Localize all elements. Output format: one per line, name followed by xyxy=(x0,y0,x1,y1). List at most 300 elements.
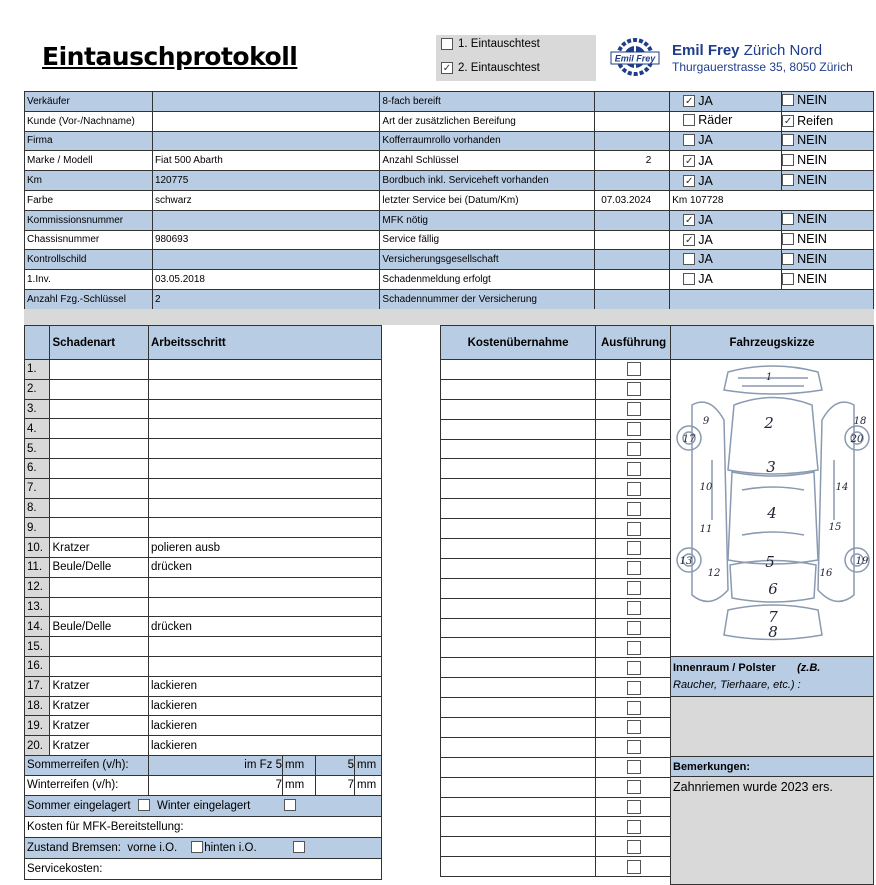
option-2-checkbox[interactable] xyxy=(782,94,794,106)
info-label: Km xyxy=(25,171,153,191)
work-step[interactable] xyxy=(148,656,381,676)
cost-row xyxy=(441,439,672,459)
cost-row xyxy=(441,399,672,419)
option-1-checkbox[interactable] xyxy=(683,273,695,285)
test-2[interactable] xyxy=(441,62,540,74)
sketch-zone-number: 17 xyxy=(682,434,696,445)
work-step[interactable] xyxy=(148,498,381,518)
option-1-label: JA xyxy=(698,94,713,109)
damage-row xyxy=(25,478,382,498)
option-1[interactable] xyxy=(683,213,713,227)
damage-type[interactable]: Kratzer xyxy=(50,716,149,736)
work-step[interactable]: lackieren xyxy=(148,676,381,696)
option-1-checkbox[interactable]: ✓ xyxy=(685,96,694,108)
sketch-zone-number: 15 xyxy=(828,522,842,533)
check-value[interactable] xyxy=(595,250,670,270)
damage-row xyxy=(25,458,382,478)
service-costs-label: Servicekosten: xyxy=(25,858,382,879)
option-2-checkbox[interactable] xyxy=(782,174,794,186)
remarks-text[interactable]: Zahnriemen wurde 2023 ers. xyxy=(671,777,874,885)
cost-row xyxy=(441,678,672,698)
cost-table xyxy=(440,325,672,877)
execution-checkbox[interactable] xyxy=(627,422,641,436)
info-value[interactable]: 03.05.2018 xyxy=(152,270,379,290)
option-1-checkbox[interactable]: ✓ xyxy=(685,234,694,246)
option-2-checkbox[interactable] xyxy=(782,233,794,245)
brakes-label: Zustand Bremsen: xyxy=(27,842,121,855)
row-number: 6. xyxy=(25,458,50,478)
brakes-rear-label: hinten i.O. xyxy=(204,842,257,855)
option-2-label: NEIN xyxy=(797,132,827,147)
row-number: 13. xyxy=(25,597,50,617)
cost-cell[interactable] xyxy=(441,499,596,519)
option-1[interactable] xyxy=(683,133,713,147)
damage-type[interactable]: Kratzer xyxy=(50,676,149,696)
work-step[interactable] xyxy=(148,419,381,439)
cost-cell[interactable] xyxy=(441,598,596,618)
sketch-zone-number: 20 xyxy=(850,434,864,445)
execution-checkbox[interactable] xyxy=(627,462,641,476)
work-step[interactable] xyxy=(148,577,381,597)
winter-front[interactable]: 7 xyxy=(275,779,282,792)
execution-checkbox[interactable] xyxy=(627,541,641,555)
execution-checkbox[interactable] xyxy=(627,681,641,695)
cost-cell[interactable] xyxy=(441,638,596,658)
row-number: 18. xyxy=(25,696,50,716)
damage-type[interactable] xyxy=(50,458,149,478)
test-1-checkbox[interactable] xyxy=(441,38,453,50)
damage-row xyxy=(25,498,382,518)
info-row xyxy=(25,111,874,131)
cost-row xyxy=(441,638,672,658)
check-label: Schadennummer der Versicherung xyxy=(380,289,595,309)
row-number: 20. xyxy=(25,736,50,756)
cost-cell[interactable] xyxy=(441,539,596,559)
info-label: Kontrollschild xyxy=(25,250,153,270)
execution-checkbox[interactable] xyxy=(627,482,641,496)
cost-row xyxy=(441,519,672,539)
info-row xyxy=(25,230,874,250)
info-value[interactable]: 2 xyxy=(152,289,379,309)
vehicle-sketch xyxy=(672,360,874,656)
damage-type[interactable] xyxy=(50,399,149,419)
option-1-label: JA xyxy=(698,232,713,247)
cost-row xyxy=(441,360,672,380)
summer-tires-label: Sommerreifen (v/h): xyxy=(25,755,149,775)
cost-cell[interactable] xyxy=(441,817,596,837)
sketch-zone-number: 16 xyxy=(819,568,833,579)
check-label: Kofferraumrollo vorhanden xyxy=(380,131,595,151)
execution-checkbox[interactable] xyxy=(627,522,641,536)
winter-tires-label: Winterreifen (v/h): xyxy=(25,775,149,795)
unit: mm xyxy=(282,756,315,775)
info-value[interactable] xyxy=(152,131,379,151)
option-1-label: JA xyxy=(698,251,713,266)
option-1[interactable] xyxy=(683,113,732,127)
option-2[interactable] xyxy=(782,173,827,187)
execution-checkbox[interactable] xyxy=(627,601,641,615)
cost-row xyxy=(441,817,672,837)
info-value[interactable] xyxy=(152,210,379,230)
work-step[interactable] xyxy=(148,439,381,459)
cost-cell[interactable] xyxy=(441,618,596,638)
option-1[interactable] xyxy=(683,252,713,266)
damage-type[interactable] xyxy=(50,478,149,498)
cost-cell[interactable] xyxy=(441,837,596,857)
info-value[interactable]: schwarz xyxy=(152,190,379,210)
row-number: 7. xyxy=(25,478,50,498)
sketch-header: Fahrzeugskizze xyxy=(671,326,874,360)
summer-stored-label: Sommer eingelagert xyxy=(27,800,131,813)
summer-rear[interactable]: 5 xyxy=(315,756,354,775)
work-step[interactable]: drücken xyxy=(148,557,381,577)
cost-cell[interactable] xyxy=(441,558,596,578)
work-step[interactable] xyxy=(148,360,381,380)
info-value[interactable]: Fiat 500 Abarth xyxy=(152,151,379,171)
work-step[interactable]: lackieren xyxy=(148,716,381,736)
execution-checkbox[interactable] xyxy=(627,362,641,376)
row-number: 5. xyxy=(25,439,50,459)
option-1[interactable] xyxy=(683,272,713,286)
work-step[interactable]: lackieren xyxy=(148,696,381,716)
option-1-label: JA xyxy=(698,271,713,286)
option-2-label: NEIN xyxy=(797,271,827,286)
option-1-checkbox[interactable] xyxy=(683,134,695,146)
damage-type[interactable] xyxy=(50,360,149,380)
execution-checkbox[interactable] xyxy=(627,820,641,834)
option-1-checkbox[interactable] xyxy=(683,114,695,126)
unit: mm xyxy=(354,756,381,775)
option-2-checkbox[interactable] xyxy=(782,213,794,225)
option-2[interactable] xyxy=(782,252,827,266)
info-label: Farbe xyxy=(25,190,153,210)
damage-type[interactable] xyxy=(50,419,149,439)
row-number: 4. xyxy=(25,419,50,439)
damage-type[interactable] xyxy=(50,379,149,399)
vehicle-info-table xyxy=(24,91,874,310)
option-1-checkbox[interactable] xyxy=(683,253,695,265)
option-1[interactable] xyxy=(683,94,713,108)
summer-stored-checkbox[interactable] xyxy=(138,799,150,811)
option-1-label: Räder xyxy=(698,113,733,128)
option-2-checkbox[interactable] xyxy=(782,134,794,146)
damage-row xyxy=(25,577,382,597)
option-1-checkbox[interactable]: ✓ xyxy=(685,175,694,187)
row-number: 16. xyxy=(25,656,50,676)
damage-type[interactable]: Beule/Delle xyxy=(50,557,149,577)
damage-row xyxy=(25,597,382,617)
option-1-label: JA xyxy=(698,132,713,147)
sketch-zone-number: 3 xyxy=(766,458,776,476)
interior-notes[interactable] xyxy=(671,697,874,757)
dealer-name-bold: Emil Frey xyxy=(672,42,740,59)
check-label: Anzahl Schlüssel xyxy=(380,151,595,171)
work-step[interactable] xyxy=(148,637,381,657)
sketch-zone-number: 13 xyxy=(679,556,693,567)
row-number: 9. xyxy=(25,518,50,538)
sketch-zone-number: 4 xyxy=(767,504,777,522)
interior-label: Innenraum / Polster xyxy=(673,661,776,674)
execution-checkbox[interactable] xyxy=(627,561,641,575)
cost-row xyxy=(441,578,672,598)
check-label: Service fällig xyxy=(380,230,595,250)
test-2-label: 2. Eintauschtest xyxy=(458,62,540,74)
service-km[interactable]: Km 107728 xyxy=(670,190,874,210)
damage-type[interactable] xyxy=(50,439,149,459)
brakes-front-label: vorne i.O. xyxy=(127,842,178,855)
info-value[interactable] xyxy=(152,111,379,131)
info-value[interactable]: 120775 xyxy=(152,171,379,191)
damage-type[interactable]: Kratzer xyxy=(50,696,149,716)
option-1-label: JA xyxy=(698,153,713,168)
damage-type[interactable] xyxy=(50,637,149,657)
cost-row xyxy=(441,499,672,519)
header-execution: Ausführung xyxy=(596,326,672,360)
option-2[interactable] xyxy=(782,232,827,246)
execution-checkbox[interactable] xyxy=(627,621,641,635)
execution-checkbox[interactable] xyxy=(627,860,641,874)
damage-row xyxy=(25,716,382,736)
check-value[interactable] xyxy=(595,92,670,112)
cost-row xyxy=(441,479,672,499)
cost-cell[interactable] xyxy=(441,658,596,678)
page-title: Eintauschprotokoll xyxy=(42,42,298,71)
info-row xyxy=(25,92,874,112)
check-value[interactable] xyxy=(595,270,670,290)
check-value[interactable] xyxy=(595,230,670,250)
test-2-checkbox[interactable]: ✓ xyxy=(442,63,452,74)
info-label: Chassisnummer xyxy=(25,230,153,250)
damage-row xyxy=(25,419,382,439)
damage-table xyxy=(24,325,382,880)
cost-cell[interactable] xyxy=(441,419,596,439)
row-number: 10. xyxy=(25,538,50,558)
info-row xyxy=(25,151,874,171)
damage-row xyxy=(25,637,382,657)
check-value[interactable]: 07.03.2024 xyxy=(595,190,670,210)
row-number: 17. xyxy=(25,676,50,696)
test-1-label: 1. Eintauschtest xyxy=(458,38,540,50)
dealer-info xyxy=(672,42,853,74)
execution-checkbox[interactable] xyxy=(627,502,641,516)
work-step[interactable] xyxy=(148,379,381,399)
option-2-label: NEIN xyxy=(797,152,827,167)
damage-row xyxy=(25,696,382,716)
option-1[interactable] xyxy=(683,233,713,247)
info-label: Verkäufer xyxy=(25,92,153,112)
cost-cell[interactable] xyxy=(441,698,596,718)
execution-checkbox[interactable] xyxy=(627,800,641,814)
cost-row xyxy=(441,558,672,578)
interior-hint-a: (z.B. xyxy=(797,661,821,674)
info-row xyxy=(25,190,874,210)
cost-row xyxy=(441,757,672,777)
option-1[interactable] xyxy=(683,154,713,168)
cost-cell[interactable] xyxy=(441,777,596,797)
test-selection xyxy=(436,35,596,81)
cost-cell[interactable] xyxy=(441,479,596,499)
cost-cell[interactable] xyxy=(441,519,596,539)
option-1-checkbox[interactable]: ✓ xyxy=(685,155,694,167)
check-value[interactable] xyxy=(595,210,670,230)
damage-row xyxy=(25,360,382,380)
cost-cell[interactable] xyxy=(441,718,596,738)
execution-checkbox[interactable] xyxy=(627,780,641,794)
summer-front[interactable]: im Fz 5 xyxy=(244,759,282,772)
execution-checkbox[interactable] xyxy=(627,442,641,456)
work-step[interactable] xyxy=(148,458,381,478)
execution-checkbox[interactable] xyxy=(627,661,641,675)
cost-cell[interactable] xyxy=(441,757,596,777)
option-2-label: NEIN xyxy=(797,93,827,108)
cost-cell[interactable] xyxy=(441,379,596,399)
brakes-front-checkbox[interactable] xyxy=(191,841,203,853)
row-number: 8. xyxy=(25,498,50,518)
option-1-label: JA xyxy=(698,173,713,188)
option-1-checkbox[interactable]: ✓ xyxy=(685,215,694,227)
info-value[interactable]: 980693 xyxy=(152,230,379,250)
cost-cell[interactable] xyxy=(441,578,596,598)
remarks-label: Bemerkungen: xyxy=(671,757,874,777)
work-step[interactable]: polieren ausb xyxy=(148,538,381,558)
sketch-zone-number: 10 xyxy=(699,482,713,493)
sketch-zone-number: 19 xyxy=(855,556,869,567)
sketch-zone-number: 18 xyxy=(853,416,867,427)
execution-checkbox[interactable] xyxy=(627,581,641,595)
work-step[interactable]: drücken xyxy=(148,617,381,637)
cost-row xyxy=(441,777,672,797)
execution-checkbox[interactable] xyxy=(627,760,641,774)
execution-checkbox[interactable] xyxy=(627,402,641,416)
cost-row xyxy=(441,837,672,857)
cost-cell[interactable] xyxy=(441,360,596,380)
check-label: Bordbuch inkl. Serviceheft vorhanden xyxy=(380,171,595,191)
cost-row xyxy=(441,658,672,678)
work-step[interactable]: lackieren xyxy=(148,736,381,756)
empty-cell xyxy=(670,289,874,309)
check-value[interactable] xyxy=(595,171,670,191)
damage-type[interactable]: Kratzer xyxy=(50,538,149,558)
option-2-checkbox[interactable]: ✓ xyxy=(783,116,793,128)
check-label: 8-fach bereift xyxy=(380,92,595,112)
damage-row xyxy=(25,439,382,459)
work-step[interactable] xyxy=(148,399,381,419)
sketch-zone-number: 6 xyxy=(768,580,778,598)
damage-row xyxy=(25,656,382,676)
check-value[interactable] xyxy=(595,289,670,309)
damage-row xyxy=(25,676,382,696)
cost-row xyxy=(441,419,672,439)
info-row xyxy=(25,131,874,151)
info-label: Kommissionsnummer xyxy=(25,210,153,230)
option-2[interactable] xyxy=(782,114,833,128)
damage-type[interactable]: Kratzer xyxy=(50,736,149,756)
sketch-zone-number: 2 xyxy=(764,414,774,432)
winter-rear[interactable]: 7 xyxy=(315,776,354,795)
check-value[interactable] xyxy=(595,111,670,131)
cost-row xyxy=(441,857,672,877)
row-number: 1. xyxy=(25,360,50,380)
cost-cell[interactable] xyxy=(441,737,596,757)
damage-type[interactable] xyxy=(50,498,149,518)
option-2-label: NEIN xyxy=(797,212,827,227)
cost-cell[interactable] xyxy=(441,439,596,459)
check-value[interactable] xyxy=(595,131,670,151)
damage-type[interactable] xyxy=(50,577,149,597)
separator-bar xyxy=(24,309,874,325)
option-2[interactable] xyxy=(782,93,827,107)
option-2-checkbox[interactable] xyxy=(782,273,794,285)
option-2-label: NEIN xyxy=(797,172,827,187)
row-number: 12. xyxy=(25,577,50,597)
test-1[interactable] xyxy=(441,38,540,50)
info-value[interactable] xyxy=(152,250,379,270)
check-label: Art der zusätzlichen Bereifung xyxy=(380,111,595,131)
check-value[interactable]: 2 xyxy=(595,151,670,171)
option-2[interactable] xyxy=(782,133,827,147)
execution-checkbox[interactable] xyxy=(627,641,641,655)
work-step[interactable] xyxy=(148,478,381,498)
winter-stored-label: Winter eingelagert xyxy=(156,800,251,813)
option-2-label: Reifen xyxy=(797,114,834,129)
unit: mm xyxy=(354,776,381,795)
execution-checkbox[interactable] xyxy=(627,720,641,734)
info-row xyxy=(25,270,874,290)
cost-cell[interactable] xyxy=(441,857,596,877)
option-2-checkbox[interactable] xyxy=(782,154,794,166)
brakes-rear-checkbox[interactable] xyxy=(293,841,305,853)
execution-checkbox[interactable] xyxy=(627,701,641,715)
damage-type[interactable]: Beule/Delle xyxy=(50,617,149,637)
cost-cell[interactable] xyxy=(441,797,596,817)
cost-row xyxy=(441,539,672,559)
info-row xyxy=(25,171,874,191)
check-label: Versicherungsgesellschaft xyxy=(380,250,595,270)
execution-checkbox[interactable] xyxy=(627,840,641,854)
option-2[interactable] xyxy=(782,212,827,226)
cost-row xyxy=(441,598,672,618)
option-2[interactable] xyxy=(782,153,827,167)
damage-row xyxy=(25,557,382,577)
work-step[interactable] xyxy=(148,518,381,538)
cost-cell[interactable] xyxy=(441,459,596,479)
row-number: 3. xyxy=(25,399,50,419)
damage-row xyxy=(25,379,382,399)
damage-type[interactable] xyxy=(50,597,149,617)
cost-row xyxy=(441,698,672,718)
cost-cell[interactable] xyxy=(441,399,596,419)
dealer-name-rest: Zürich Nord xyxy=(739,42,823,59)
logo-text: Emil Frey xyxy=(614,53,656,64)
dealer-address: Thurgauerstrasse 35, 8050 Zürich xyxy=(672,60,853,74)
work-step[interactable] xyxy=(148,597,381,617)
option-2-checkbox[interactable] xyxy=(782,253,794,265)
execution-checkbox[interactable] xyxy=(627,382,641,396)
execution-checkbox[interactable] xyxy=(627,740,641,754)
damage-type[interactable] xyxy=(50,518,149,538)
damage-row xyxy=(25,518,382,538)
sketch-zone-number: 12 xyxy=(707,568,721,579)
cost-cell[interactable] xyxy=(441,678,596,698)
damage-type[interactable] xyxy=(50,656,149,676)
option-2-label: NEIN xyxy=(797,251,827,266)
header-damage-type: Schadenart xyxy=(50,326,149,360)
option-2-label: NEIN xyxy=(797,231,827,246)
info-value[interactable] xyxy=(152,92,379,112)
option-1[interactable] xyxy=(683,174,713,188)
option-2[interactable] xyxy=(782,272,827,286)
winter-stored-checkbox[interactable] xyxy=(284,799,296,811)
